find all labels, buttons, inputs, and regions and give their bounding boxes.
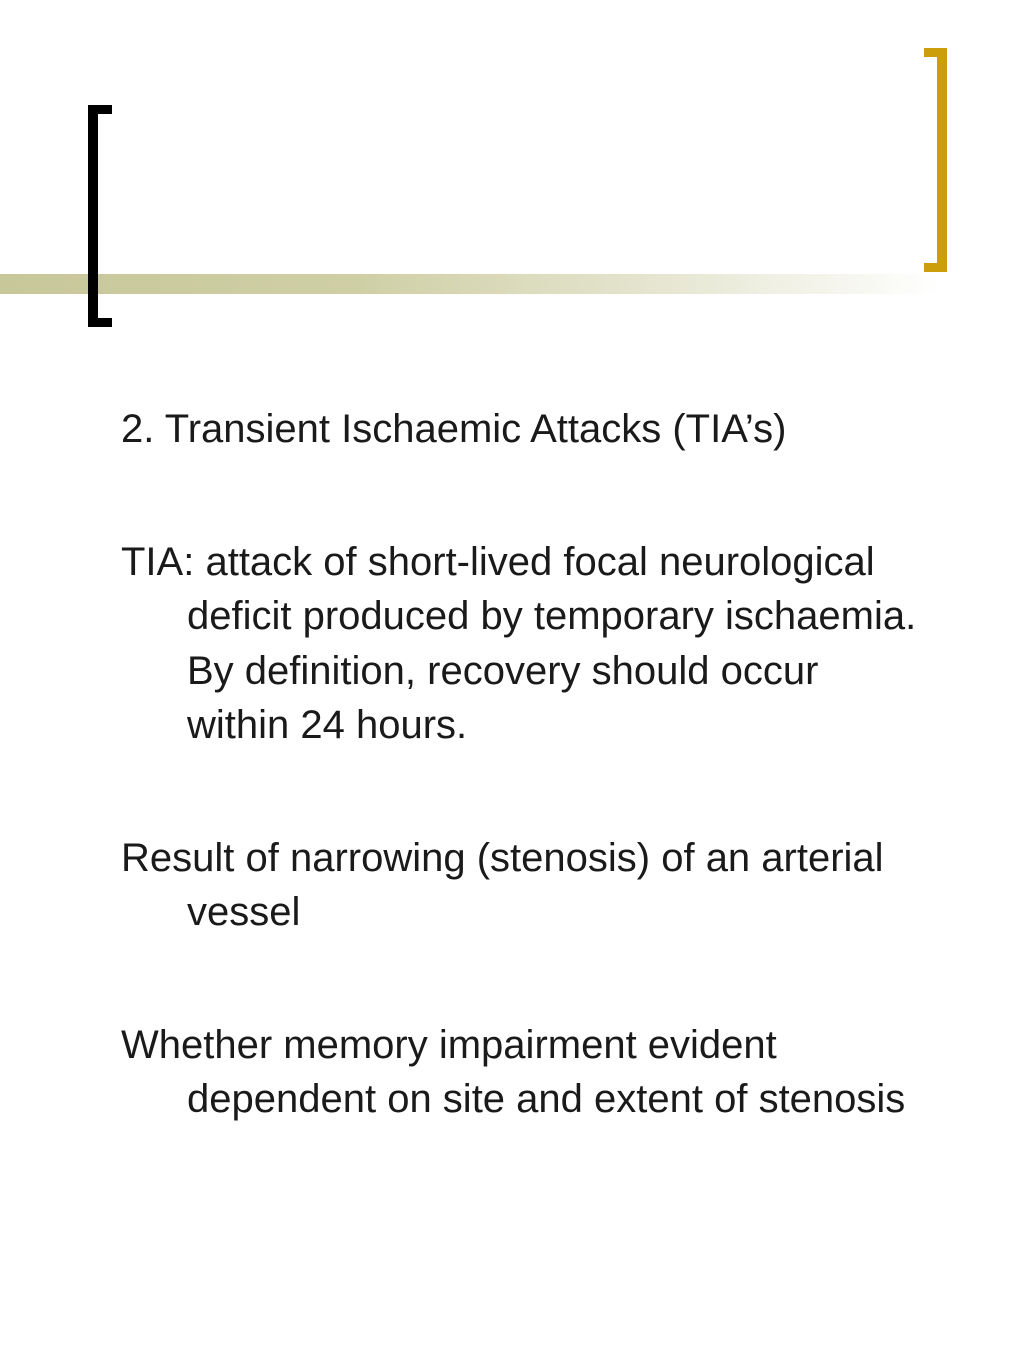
left-bracket-stem xyxy=(88,105,98,327)
header-band xyxy=(0,274,1024,294)
left-bracket-top xyxy=(88,105,112,114)
right-bracket-stem xyxy=(937,48,947,272)
slide-body xyxy=(121,402,921,1205)
right-bracket-top xyxy=(924,48,947,57)
right-bracket-bottom xyxy=(924,263,947,272)
paragraph-stenosis: Result of narrowing (stenosis) of an arterial vessel xyxy=(121,835,884,934)
paragraph-tia-definition: TIA: attack of short-lived focal neurological deficit produced by temporary ischaemia. By definition, recovery should occur within 24 hours. xyxy=(121,539,917,747)
slide-heading: 2. Transient Ischaemic Attacks (TIA’s) xyxy=(121,407,787,451)
paragraph-memory-impairment: Whether memory impairment evident dependent on site and extent of stenosis xyxy=(121,1022,906,1121)
left-bracket-bottom xyxy=(88,318,112,327)
